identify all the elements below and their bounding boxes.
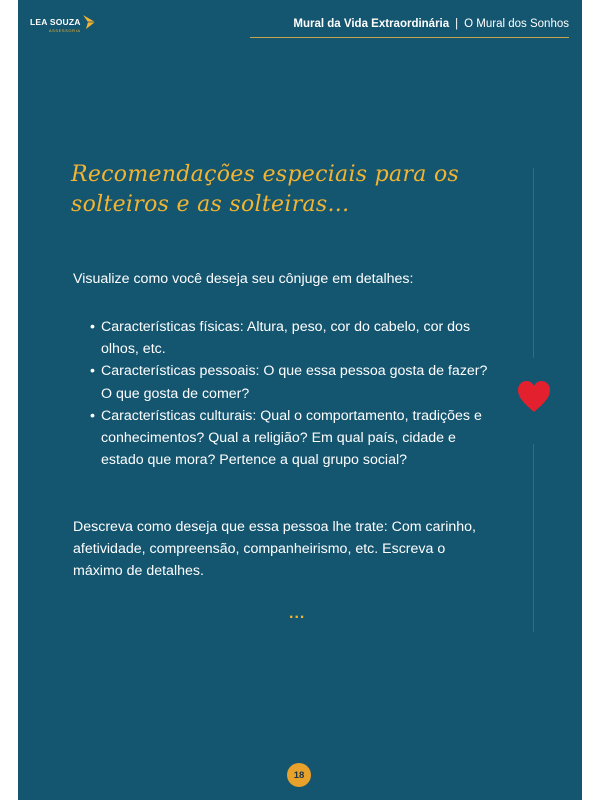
header-subtitle: O Mural dos Sonhos bbox=[464, 18, 569, 30]
page-number: 18 bbox=[293, 769, 305, 781]
list-item bbox=[91, 316, 491, 360]
section-title-line-1: Recomendações especiais para os bbox=[71, 162, 460, 187]
brand-logo bbox=[30, 17, 96, 34]
list-item bbox=[91, 360, 491, 404]
divider-line-bottom bbox=[533, 444, 534, 632]
ellipsis-ornament: ... bbox=[289, 605, 306, 622]
logo-text bbox=[30, 17, 81, 33]
closing-paragraph: Descreva como deseja que essa pessoa lhe trate: Com carinho, afetividade, compreensão, companheirismo, etc. Escreva o máximo de detalhes. bbox=[73, 519, 476, 579]
header bbox=[293, 18, 569, 30]
heart-icon bbox=[517, 380, 551, 418]
page-number-badge bbox=[287, 763, 311, 787]
bullet-marker: • bbox=[90, 363, 95, 380]
bullet-list bbox=[91, 316, 491, 471]
bullet-text: Características físicas: Altura, peso, cor do cabelo, cor dos olhos, etc. bbox=[101, 319, 471, 358]
paper-plane-icon bbox=[82, 14, 96, 34]
bullet-marker: • bbox=[90, 319, 95, 335]
bullet-text: Características culturais: Qual o comportamento, tradições e conhecimentos? Qual a religião? Em qual país, cidade e estado que mora? Pertence a qual grupo social? bbox=[101, 407, 482, 469]
brand-tagline: ASSESSORIA bbox=[48, 28, 81, 33]
bullet-marker: • bbox=[90, 407, 95, 424]
section-title-line-2: solteiros e as solteiras... bbox=[71, 192, 350, 217]
header-divider bbox=[250, 37, 569, 38]
header-separator: | bbox=[455, 18, 459, 30]
section-title bbox=[71, 160, 459, 220]
intro-paragraph: Visualize como você deseja seu cônjuge em detalhes: bbox=[73, 271, 414, 287]
bullet-text: Características pessoais: O que essa pessoa gosta de fazer? O que gosta de comer? bbox=[101, 363, 488, 402]
list-item bbox=[91, 405, 491, 472]
header-title: Mural da Vida Extraordinária bbox=[293, 18, 450, 30]
brand-name: LEA SOUZA bbox=[30, 17, 81, 27]
divider-line-top bbox=[533, 168, 534, 358]
